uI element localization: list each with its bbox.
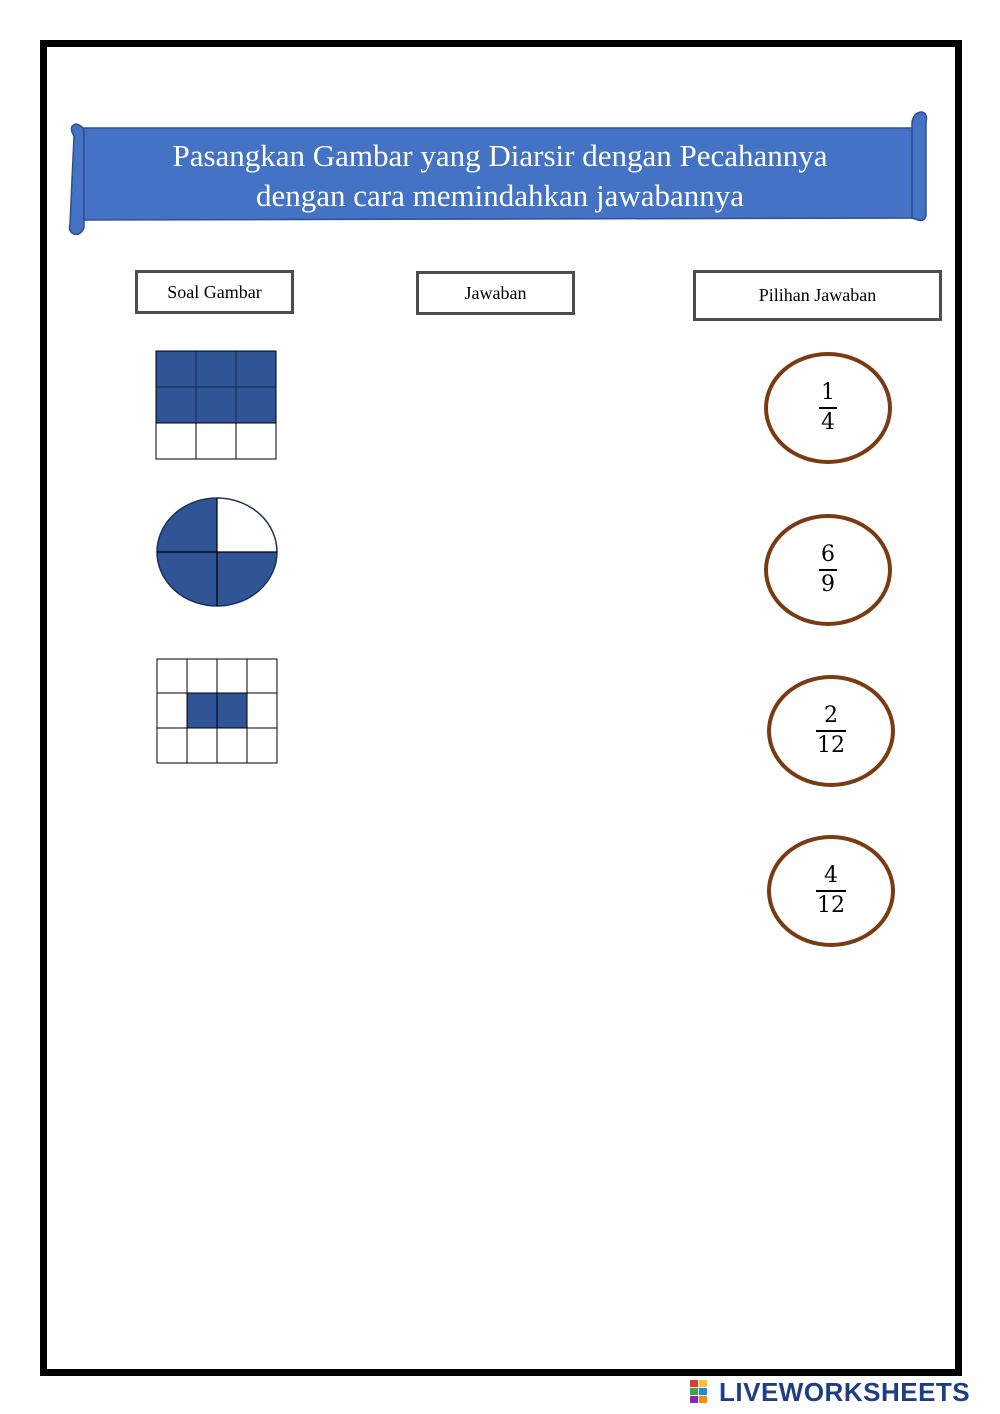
question-circle-quarters [155, 496, 279, 608]
banner-line-1: Pasangkan Gambar yang Diarsir dengan Pecahannya [172, 138, 828, 173]
question-grid-3x4 [156, 658, 278, 764]
header-pilihan-jawaban [693, 270, 942, 321]
liveworksheets-brand [690, 1378, 970, 1406]
numerator: 1 [821, 380, 835, 405]
question-grid-3x3 [155, 350, 277, 460]
choice-2-12[interactable] [767, 675, 895, 787]
header-pilihan-label: Pilihan Jawaban [758, 285, 877, 305]
banner-title [90, 136, 910, 216]
header-jawaban-label: Jawaban [464, 282, 527, 303]
choice-4-12[interactable] [767, 835, 895, 947]
liveworksheets-logo-icon [690, 1380, 716, 1404]
header-soal-gambar [135, 270, 294, 314]
fraction-1-4 [768, 379, 888, 437]
choice-1-4[interactable] [764, 352, 892, 464]
header-jawaban [416, 271, 575, 315]
numerator: 2 [824, 703, 838, 728]
numerator: 6 [821, 542, 835, 567]
denominator: 12 [817, 893, 845, 918]
brand-name: LIVEWORKSHEETS [719, 1376, 971, 1407]
banner-line-2: dengan cara memindahkan jawabannya [255, 178, 745, 213]
answer-drop-zone[interactable] [390, 340, 610, 780]
denominator: 9 [821, 572, 835, 597]
fraction-4-12 [771, 862, 891, 920]
fraction-2-12 [771, 702, 891, 760]
denominator: 4 [821, 410, 835, 435]
choice-6-9[interactable] [764, 514, 892, 626]
denominator: 12 [817, 733, 845, 758]
fraction-6-9 [768, 541, 888, 599]
header-soal-label: Soal Gambar [167, 281, 262, 302]
numerator: 4 [824, 863, 838, 888]
